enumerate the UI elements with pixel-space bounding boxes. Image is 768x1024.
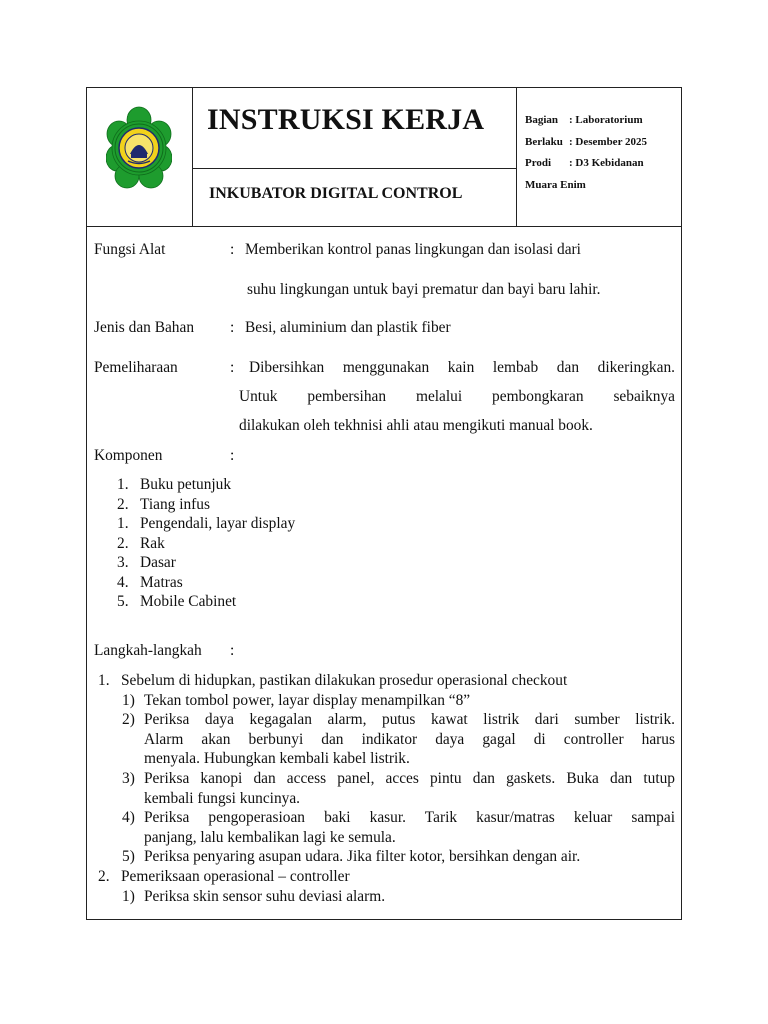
substep-text: Alarm akan berbunyi dan indikator daya gagal di controller harus: [144, 730, 675, 748]
substep-text: kembali fungsi kuncinya.: [144, 789, 301, 807]
substep-num: 4): [122, 809, 135, 826]
komponen-item: Buku petunjuk: [140, 476, 232, 493]
pemeliharaan-line-2: Untuk pembersihan melalui pembongkaran sebaiknya: [239, 388, 675, 405]
komponen-item: Rak: [140, 534, 165, 552]
title-top-cell: [193, 88, 516, 169]
colon: :: [230, 359, 235, 376]
step-text: Pemeriksaan operasional – controller: [121, 868, 350, 885]
komponen-item: Mobile Cabinet: [140, 593, 237, 610]
meta-key: Bagian: [525, 114, 559, 126]
substep-text: Periksa penyaring asupan udara. Jika filter kotor, bersihkan dengan air.: [144, 848, 581, 865]
label-komponen: Komponen: [94, 447, 163, 464]
komponen-num: 3.: [117, 554, 129, 571]
colon: :: [230, 642, 235, 659]
institution-logo-icon: [106, 106, 172, 190]
substep-text: Periksa daya kegagalan alarm, putus kawat listrik dari sumber listrik.: [144, 711, 675, 728]
komponen-num: 1.: [117, 476, 129, 493]
substep-text: Periksa pengoperasioan baki kasur. Tarik kasur/matras keluar sampai: [144, 809, 675, 826]
pemeliharaan-line-3: dilakukan oleh tekhnisi ahli atau mengikuti manual book.: [239, 417, 593, 434]
meta-berlaku: [525, 136, 647, 148]
substep-text: Tekan tombol power, layar display menampilkan “8”: [144, 691, 471, 709]
colon: :: [230, 447, 235, 464]
colon: :: [230, 319, 235, 336]
meta-value: : Laboratorium: [569, 114, 643, 126]
meta-continuation: Muara Enim: [525, 179, 586, 191]
meta-key: Berlaku: [525, 136, 563, 148]
title-cell: [193, 88, 517, 226]
komponen-item: Dasar: [140, 554, 176, 571]
substep-num: 2): [122, 711, 135, 728]
komponen-num: 1.: [117, 515, 129, 532]
step-num: 1.: [98, 672, 110, 689]
meta-value: : Desember 2025: [569, 136, 647, 148]
label-fungsi-alat: Fungsi Alat: [94, 241, 166, 258]
label-pemeliharaan: Pemeliharaan: [94, 359, 178, 376]
komponen-num: 2.: [117, 495, 129, 513]
substep-num: 5): [122, 848, 135, 865]
fungsi-line-1: Memberikan kontrol panas lingkungan dan isolasi dari: [245, 241, 581, 258]
document-title: INSTRUKSI KERJA: [207, 103, 485, 136]
instruction-sheet: [86, 87, 682, 920]
pemeliharaan-line-1: Dibersihkan menggunakan kain lembab dan dikeringkan.: [249, 359, 675, 376]
jenis-value: Besi, aluminium dan plastik fiber: [245, 319, 451, 336]
substep-num: 1): [122, 887, 135, 905]
substep-num: 3): [122, 770, 135, 787]
komponen-item: Pengendali, layar display: [140, 515, 296, 532]
meta-bagian: [525, 114, 643, 126]
document-header: [87, 88, 681, 227]
substep-text: menyala. Hubungkan kembali kabel listrik.: [144, 750, 410, 767]
colon: :: [230, 241, 235, 258]
step-text: Sebelum di hidupkan, pastikan dilakukan prosedur operasional checkout: [121, 672, 568, 689]
metadata-cell: [517, 88, 681, 226]
komponen-num: 4.: [117, 573, 129, 591]
meta-prodi: [525, 157, 644, 169]
substep-num: 1): [122, 691, 135, 709]
label-langkah: Langkah-langkah: [94, 642, 202, 659]
label-jenis-bahan: Jenis dan Bahan: [94, 319, 195, 336]
meta-value: : D3 Kebidanan: [569, 157, 644, 169]
fungsi-line-2: suhu lingkungan untuk bayi prematur dan bayi baru lahir.: [247, 281, 601, 298]
komponen-num: 5.: [117, 593, 129, 610]
step-num: 2.: [98, 868, 110, 885]
substep-text: Periksa kanopi dan access panel, acces pintu dan gaskets. Buka dan tutup: [144, 770, 675, 787]
document-subtitle: INKUBATOR DIGITAL CONTROL: [209, 185, 463, 202]
komponen-num: 2.: [117, 534, 129, 552]
meta-key: Prodi: [525, 157, 552, 169]
substep-text: panjang, lalu kembalikan lagi ke semula.: [144, 828, 396, 846]
logo-cell: [87, 88, 193, 226]
komponen-item: Matras: [140, 573, 183, 591]
komponen-item: Tiang infus: [140, 495, 210, 513]
substep-text: Periksa skin sensor suhu deviasi alarm.: [144, 887, 386, 905]
